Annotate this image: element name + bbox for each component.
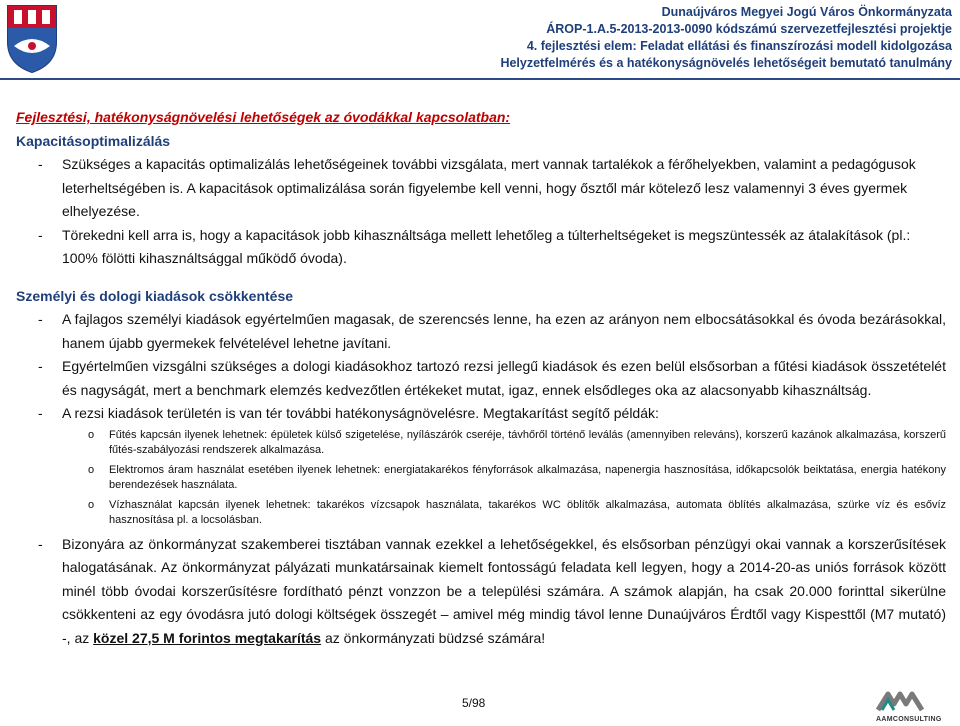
sub-list-item: o Vízhasználat kapcsán ilyenek lehetnek: takarékos vízcsapok használata, takarékos WC öblítők alkalmazása, automata öblítés alkalmazása, szürke víz és esővíz hasznosítása pl. a locsolásban. [88, 498, 946, 526]
list-item: - Törekedni kell arra is, hogy a kapacitások jobb kihasználtsága mellett lehetőleg a túlterheltségeket is megszüntessék az átalakítások (pl.: 100% fölötti kihasználtsággal működő óvoda). [38, 226, 911, 266]
sub-list-item: o Fűtés kapcsán ilyenek lehetnek: épületek külső szigetelése, nyílászárók cseréje, távhőről történő leválás (amennyiben releváns), korszerű kazánok alkalmazása, korszerű fűtés-szabályozási rendszerek alkalmazása. [88, 428, 946, 456]
subsection-title-capacity: Kapacitásoptimalizálás [16, 132, 171, 149]
sub-list-item: o Elektromos áram használat esetében ilyenek lehetnek: energiatakarékos fényforrások alkalmazása, napenergia hasznosítása, időkapcsolók beiktatása, energia hatékony berendezések használata. [88, 463, 946, 491]
document-body [16, 106, 946, 650]
page-number: 5/98 [462, 696, 486, 710]
savings-highlight: közel 27,5 M forintos megtakarítás [93, 629, 322, 646]
header-line-1: Dunaújváros Megyei Jogú Város Önkormányzata [661, 5, 952, 19]
header-line-2: ÁROP-1.A.5-2013-2013-0090 kódszámú szervezetfejlesztési projektje [546, 22, 952, 36]
header-line-4: Helyzetfelmérés és a hatékonyságnövelés lehetőségeit bemutató tanulmány [500, 56, 952, 70]
header-divider [0, 78, 960, 80]
city-coat-of-arms-icon [4, 2, 60, 74]
subsection-title-costs: Személyi és dologi kiadások csökkentése [16, 287, 294, 304]
header-text [500, 4, 952, 72]
section-title: Fejlesztési, hatékonyságnövelési lehetőségek az óvodákkal kapcsolatban: [16, 109, 511, 125]
list-item: - Szükséges a kapacitás optimalizálás lehetőségeinek további vizsgálata, mert vannak tartalékok a férőhelyekben, valamint a pedagógusok leterheltségében is. A kapacitások optimalizálása során figyelembe kell venni, hogy ősztől már kötelező lesz valamennyi 3 éves gyermek elhelyezése. [38, 156, 916, 219]
page-header [0, 0, 960, 78]
logo-text: AAMCONSULTING [876, 716, 942, 723]
list-item: - Bizonyára az önkormányzat szakemberei tisztában vannak ezekkel a lehetőségekkel, és elsősorban pénzügyi okai vannak a korszerűsítések halogatásának. Az önkormányzat pályázati munkatársainak kiemelt fontosságú feladata kell legyen, hogy a 2014-20-as uniós források között minél több óvodai korszerűsítésre fordítható pénzt vonzzon be a települési számára. A számok alapján, ha csak 20.000 forinttal sikerülne csökkenteni az egy óvodásra jutó dologi költségek összegét – amivel még mindig távol lenne Dunaújváros Érdtől vagy Kispesttől (M7 mutató) -, az közel 27,5 M forintos megtakarítás az önkormányzati büdzsé számára! [38, 535, 946, 646]
header-line-3: 4. fejlesztési elem: Feladat ellátási és finanszírozási modell kidolgozása [526, 39, 952, 53]
list-item: - Egyértelműen vizsgálni szükséges a dologi kiadásokhoz tartozó rezsi jellegű kiadások és ezen belül elsősorban a fűtési kiadások összetételét és nagyságát, mert a benchmark elemzés kedvezőtlen értékeket mutat, igaz, ennek elsődleges oka az alacsonyabb kihasználtság. [38, 358, 946, 398]
list-item: - A fajlagos személyi kiadások egyértelműen magasak, de szerencsés lenne, ha ezen az arányon nem elbocsátásokkal és óvoda bezárásokkal, hanem újabb gyermekek felvételével lehetne javítani. [38, 311, 946, 351]
list-item: - A rezsi kiadások területén is van tér további hatékonyságnövelésre. Megtakarítást segítő példák: [38, 405, 659, 421]
